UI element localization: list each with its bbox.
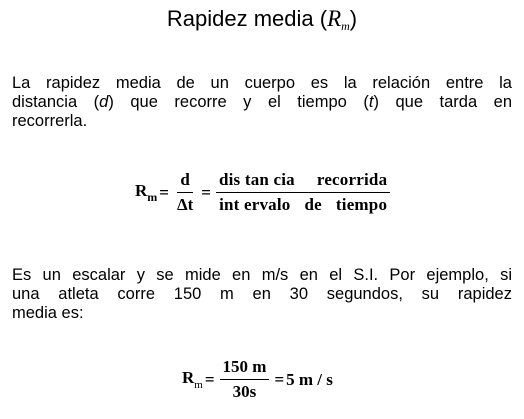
- formula1-numerator-word-1: dis tan cia: [218, 170, 295, 189]
- example-line-2: una atleta corre 150 m en 30 segundos, su rapidez: [12, 285, 512, 303]
- example-paragraph: [12, 266, 512, 323]
- formula2-equals-1: =: [204, 369, 215, 389]
- formula1-equals-2: =: [201, 182, 211, 202]
- formula2-lhs: [182, 368, 203, 391]
- formula2-lhs-symbol: R: [182, 368, 195, 387]
- definition-line-2: [12, 93, 512, 112]
- formula1-equals-1: =: [159, 182, 169, 202]
- title-symbol-subscript: m: [341, 19, 350, 33]
- formula1-denominator-word-3: tiempo: [335, 195, 388, 214]
- formula1-lhs-symbol: R: [135, 180, 148, 200]
- formula1-denominator-word-1: int ervalo: [219, 195, 291, 214]
- formula1-fraction-1-denominator: Δt: [176, 195, 194, 214]
- definition-paragraph: [12, 74, 512, 131]
- example-line-3: media es:: [12, 304, 84, 322]
- formula2-result: 5 m / s: [286, 369, 333, 389]
- formula2-denominator: 30s: [232, 382, 257, 401]
- formula2-lhs-subscript: m: [194, 379, 203, 391]
- definition-line-2-part-b: ) que recorre y el tiempo (: [108, 93, 369, 111]
- definition-line-2-part-a: distancia (: [12, 93, 100, 111]
- formula1-fraction-1: [174, 170, 196, 215]
- definition-line-1: La rapidez media de un cuerpo es la relación entre la: [12, 74, 512, 92]
- formula1-denominator-word-2: de: [304, 195, 322, 214]
- formula1-lhs: [135, 181, 157, 205]
- formula2-numerator: 150 m: [220, 357, 270, 380]
- formula1-fraction-1-numerator: d: [177, 170, 192, 193]
- definition-line-2-part-c: ) que tarda en: [373, 93, 512, 111]
- formula1-lhs-subscript: m: [147, 189, 158, 204]
- example-formula: [182, 357, 333, 402]
- formula1-fraction-2: [216, 170, 390, 215]
- formula1-numerator-word-2: recorrida: [316, 170, 388, 189]
- distance-variable: d: [99, 93, 109, 111]
- formula1-fraction-2-numerator: [216, 170, 390, 193]
- title-prefix: Rapidez media (: [166, 6, 328, 31]
- formula1-fraction-2-denominator: [216, 193, 390, 215]
- example-line-1: Es un escalar y se mide en m/s en el S.I. Por ejemplo, si: [12, 266, 512, 284]
- formula2-fraction: [220, 357, 270, 402]
- time-variable: t: [368, 93, 374, 111]
- formula2-equals-2: =: [274, 369, 285, 389]
- page-title: [0, 6, 524, 34]
- average-speed-formula: [135, 170, 393, 215]
- title-symbol: R: [327, 6, 342, 31]
- title-suffix: ): [349, 6, 358, 31]
- definition-line-3: recorrerla.: [12, 112, 88, 130]
